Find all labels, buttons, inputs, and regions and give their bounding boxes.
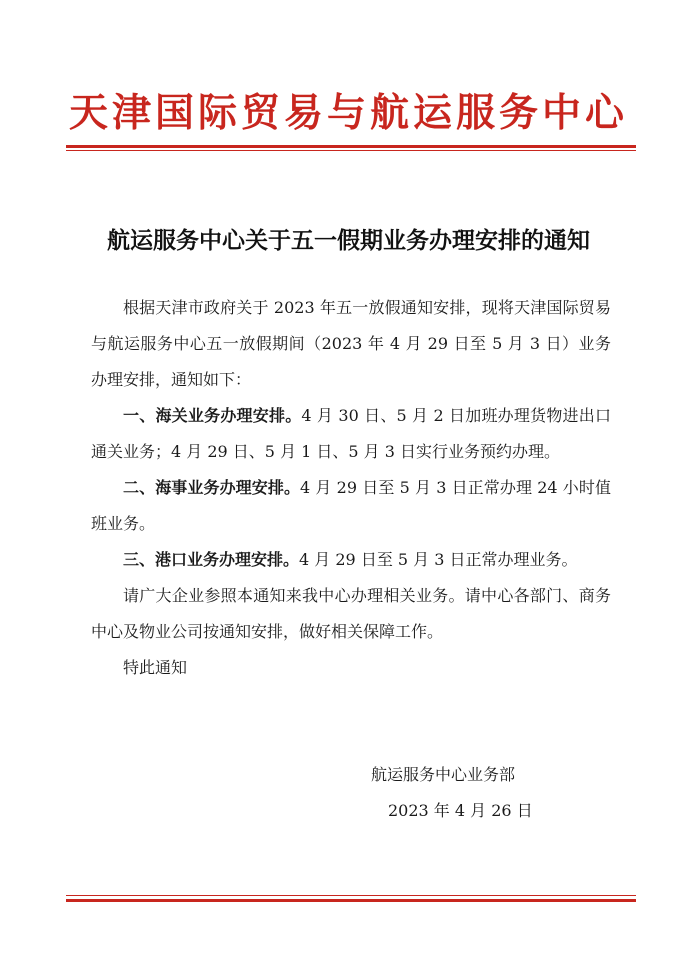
salutation: 特此通知 <box>123 658 188 677</box>
item-text: 4 月 30 日、5 月 2 日加班办理货物进出口通关业务；4 月 29 日、5 月 1 日、5 月 3 日实行业务预约办理。 <box>91 406 611 461</box>
notice-body <box>91 290 611 686</box>
item-port <box>91 542 611 578</box>
item-heading: 三、港口业务办理安排。 <box>123 550 300 569</box>
header-divider-thick <box>66 145 636 148</box>
item-text: 4 月 29 日至 5 月 3 日正常办理业务。 <box>299 550 578 569</box>
item-heading: 二、海事业务办理安排。 <box>123 478 301 497</box>
item-text: 4 月 29 日至 5 月 3 日正常办理 24 小时值班业务。 <box>91 478 611 533</box>
item-heading: 一、海关业务办理安排。 <box>123 406 302 425</box>
footer-divider-thick <box>66 899 636 902</box>
signature-department: 航运服务中心业务部 <box>371 765 516 784</box>
intro-paragraph: 根据天津市政府关于 2023 年五一放假通知安排，现将天津国际贸易与航运服务中心五一放假期间（2023 年 4 月 29 日至 5 月 3 日）业务办理安排，通知如下： <box>91 298 611 389</box>
closing-paragraph: 请广大企业参照本通知来我中心办理相关业务。请中心各部门、商务中心及物业公司按通知安排，做好相关保障工作。 <box>91 586 611 641</box>
footer-divider-thin <box>66 895 636 896</box>
signature-date: 2023 年 4 月 26 日 <box>388 801 533 820</box>
item-customs <box>91 398 611 470</box>
item-maritime <box>91 470 611 542</box>
organization-header: 天津国际贸易与航运服务中心 <box>68 91 628 136</box>
notice-title: 航运服务中心关于五一假期业务办理安排的通知 <box>107 228 590 254</box>
header-divider-thin <box>66 150 636 151</box>
